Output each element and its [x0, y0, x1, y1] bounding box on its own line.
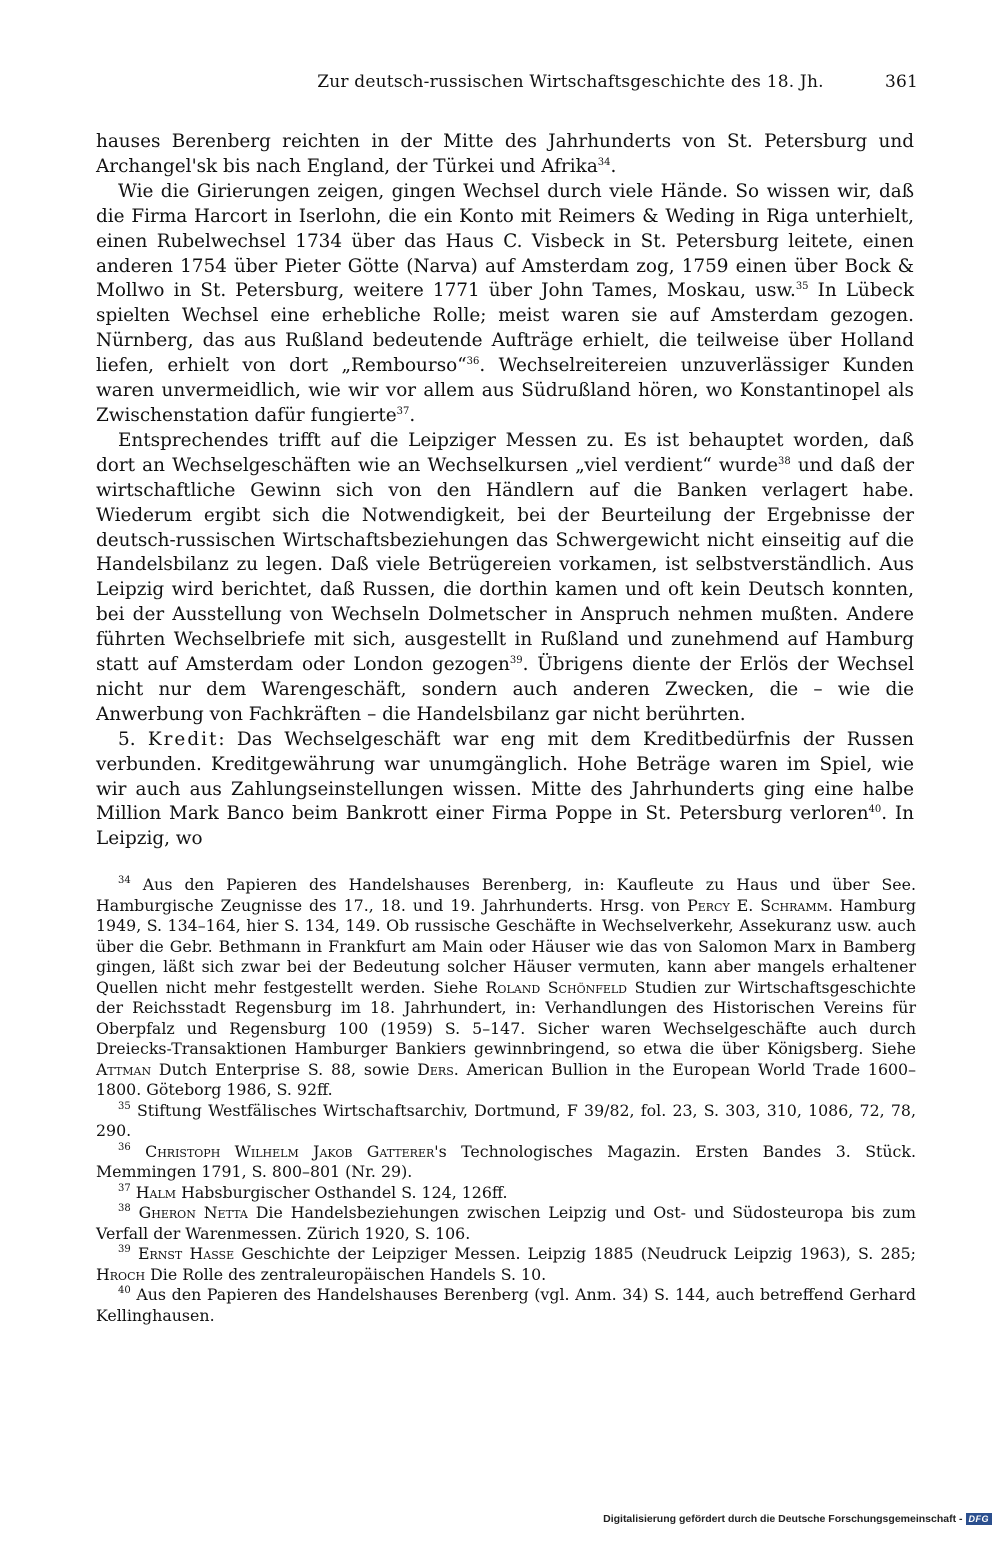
paragraph-4: 5. Kredit: Das Wechselgeschäft war eng mit dem Kreditbedürfnis der Russen verbunden. Kreditgewährung war unumgänglich. Hohe Beträge waren im Spiel, wie wir auch aus Zahlungseinstellungen wissen. Mitte des Jahrhunderts ging eine halbe Million Mark Banco beim Bankrott einer Firma Poppe in St. Petersburg verloren$^{40}$. In Leipzig, wo — [96, 728, 914, 850]
footnote-40: $^{40}$ Aus den Papieren des Handelshauses Berenberg (vgl. Anm. 34) S. 144, auch betreffend Gerhard Kellinghausen. — [96, 1285, 916, 1325]
section-heading-kredit: Kredit — [147, 728, 219, 750]
paragraph-2: Wie die Girierungen zeigen, gingen Wechsel durch viele Hände. So wissen wir, daß die Firma Harcort in Iserlohn, die ein Konto mit Reimers & Weding in Riga unterhielt, einen Rubelwechsel 1734 über das Haus C. Visbeck in St. Petersburg leitete, einen anderen 1754 über Pieter Götte (Narva) auf Amsterdam zog, 1759 einen über Bock & Mollwo in St. Petersburg, weitere 1771 über John Tames, Moskau, usw.$^{35}$ In Lübeck spielten Wechsel eine erhebliche Rolle; meist waren sie auf Amsterdam gezogen. Nürnberg, das aus Rußland bedeutende Aufträge erhielt, die teilweise über Holland liefen, erhielt von dort „Rembourso“$^{36}$. Wechselreitereien unzuverlässiger Kunden waren unvermeidlich, wie wir vor allem aus Südrußland hören, wo Konstantinopel als Zwischenstation dafür fungierte$^{37}$. — [96, 180, 914, 426]
footnote-36: $^{36}$ Christoph Wilhelm Jakob Gatterer's Technologisches Magazin. Ersten Bandes 3. Stück. Memmingen 1791, S. 800–801 (Nr. 29). — [96, 1141, 916, 1181]
page-number: 361 — [884, 72, 918, 92]
footnote-35: $^{35}$ Stiftung Westfälisches Wirtschaftsarchiv, Dortmund, F 39/82, fol. 23, S. 303, 310, 1086, 72, 78, 290. — [96, 1100, 916, 1140]
dfg-logo-icon: DFG — [966, 1513, 993, 1525]
footnote-ref-37[interactable]: 37 — [396, 405, 410, 417]
footnote-ref-38[interactable]: 38 — [777, 455, 791, 467]
footnote-37: $^{37}$ Halm Habsburgischer Osthandel S. 124, 126ff. — [118, 1182, 508, 1202]
credit-text: Digitalisierung gefördert durch die Deutsche Forschungsgemeinschaft - — [603, 1513, 963, 1525]
running-title: Zur deutsch-russischen Wirtschaftsgeschichte des 18. Jh. — [317, 72, 824, 92]
footnote-ref-39[interactable]: 39 — [509, 655, 523, 667]
footnote-ref-36[interactable]: 36 — [466, 356, 480, 368]
footnote-38: $^{38}$ Gheron Netta Die Handelsbeziehungen zwischen Leipzig und Ost- und Südosteuropa bis zum Verfall der Warenmessen. Zürich 1920, S. 106. — [96, 1203, 916, 1243]
paragraph-1: hauses Berenberg reichten in der Mitte des Jahrhunderts von St. Petersburg und Archangel'sk bis nach England, der Türkei und Afrika$^{34}$. — [96, 131, 914, 177]
footnote-ref-35[interactable]: 35 — [795, 281, 809, 293]
paragraph-3: Entsprechendes trifft auf die Leipziger Messen zu. Es ist behauptet worden, daß dort an Wechselgeschäften wie an Wechselkursen „viel verdient“ wurde$^{38}$ und daß der wirtschaftliche Gewinn sich von den Händlern auf die Banken verlagert habe. Wiederum ergibt sich die Notwendigkeit, bei der Beurteilung der Ergebnisse der deutsch-russischen Wirtschaftsbeziehungen das Schwergewicht nicht einseitig auf die Handelsbilanz zu legen. Daß viele Betrügereien vorkamen, ist selbstverständlich. Aus Leipzig wird berichtet, daß Russen, die dorthin kamen und oft kein Deutsch konnten, bei der Ausstellung von Wechseln Dolmetscher in Anspruch nehmen mußten. Andere führten Wechselbriefe mit sich, ausgestellt in Rußland und zunehmend auf Hamburg statt auf Amsterdam oder London gezogen$^{39}$. Übrigens diente der Erlös der Wechsel nicht nur dem Warengeschäft, sondern auch anderen Zwecken, die – wie die Anwerbung von Fachkräften – die Handelsbilanz gar nicht berührten. — [96, 429, 914, 725]
footnote-39: $^{39}$ Ernst Hasse Geschichte der Leipziger Messen. Leipzig 1885 (Neudruck Leipzig 1963), S. 285; Hroch Die Rolle des zentraleuropäischen Handels S. 10. — [96, 1244, 917, 1284]
footnote-34: $^{34}$ Aus den Papieren des Handelshauses Berenberg, in: Kaufleute zu Haus und über See. Hamburgische Zeugnisse des 17., 18. und 19. Jahrhunderts. Hrsg. von Percy E. Schramm. Hamburg 1949, S. 134–164, hier S. 134, 149. Ob russische Geschäfte in Wechselverkehr, Assekuranz usw. auch über die Gebr. Bethmann in Frankfurt am Main oder Häuser wie das von Salomon Marx in Bamberg gingen, läßt sich zwar bei der Bedeutung solcher Häuser vermuten, kann aber mangels erhaltener Quellen nicht mehr festgestellt werden. Siehe Roland Schönfeld Studien zur Wirtschaftsgeschichte der Reichsstadt Regensburg im 18. Jahrhundert, in: Verhandlungen des Historischen Vereins für Oberpfalz und Regensburg 100 (1959) S. 5–147. Sicher waren Wechselgeschäfte auch durch Dreiecks-Transaktionen Hamburger Bankiers gewinnbringend, so etwa die über Königsberg. Siehe Attman Dutch Enterprise S. 88, sowie Ders. American Bullion in the European World Trade 1600–1800. Göteborg 1986, S. 92ff. — [96, 875, 916, 1099]
footnotes — [96, 875, 916, 1326]
footnote-ref-40[interactable]: 40 — [868, 804, 882, 816]
running-header — [96, 72, 918, 102]
footnote-ref-34[interactable]: 34 — [597, 156, 611, 168]
main-text — [96, 130, 914, 852]
digitization-credit — [603, 1511, 992, 1527]
